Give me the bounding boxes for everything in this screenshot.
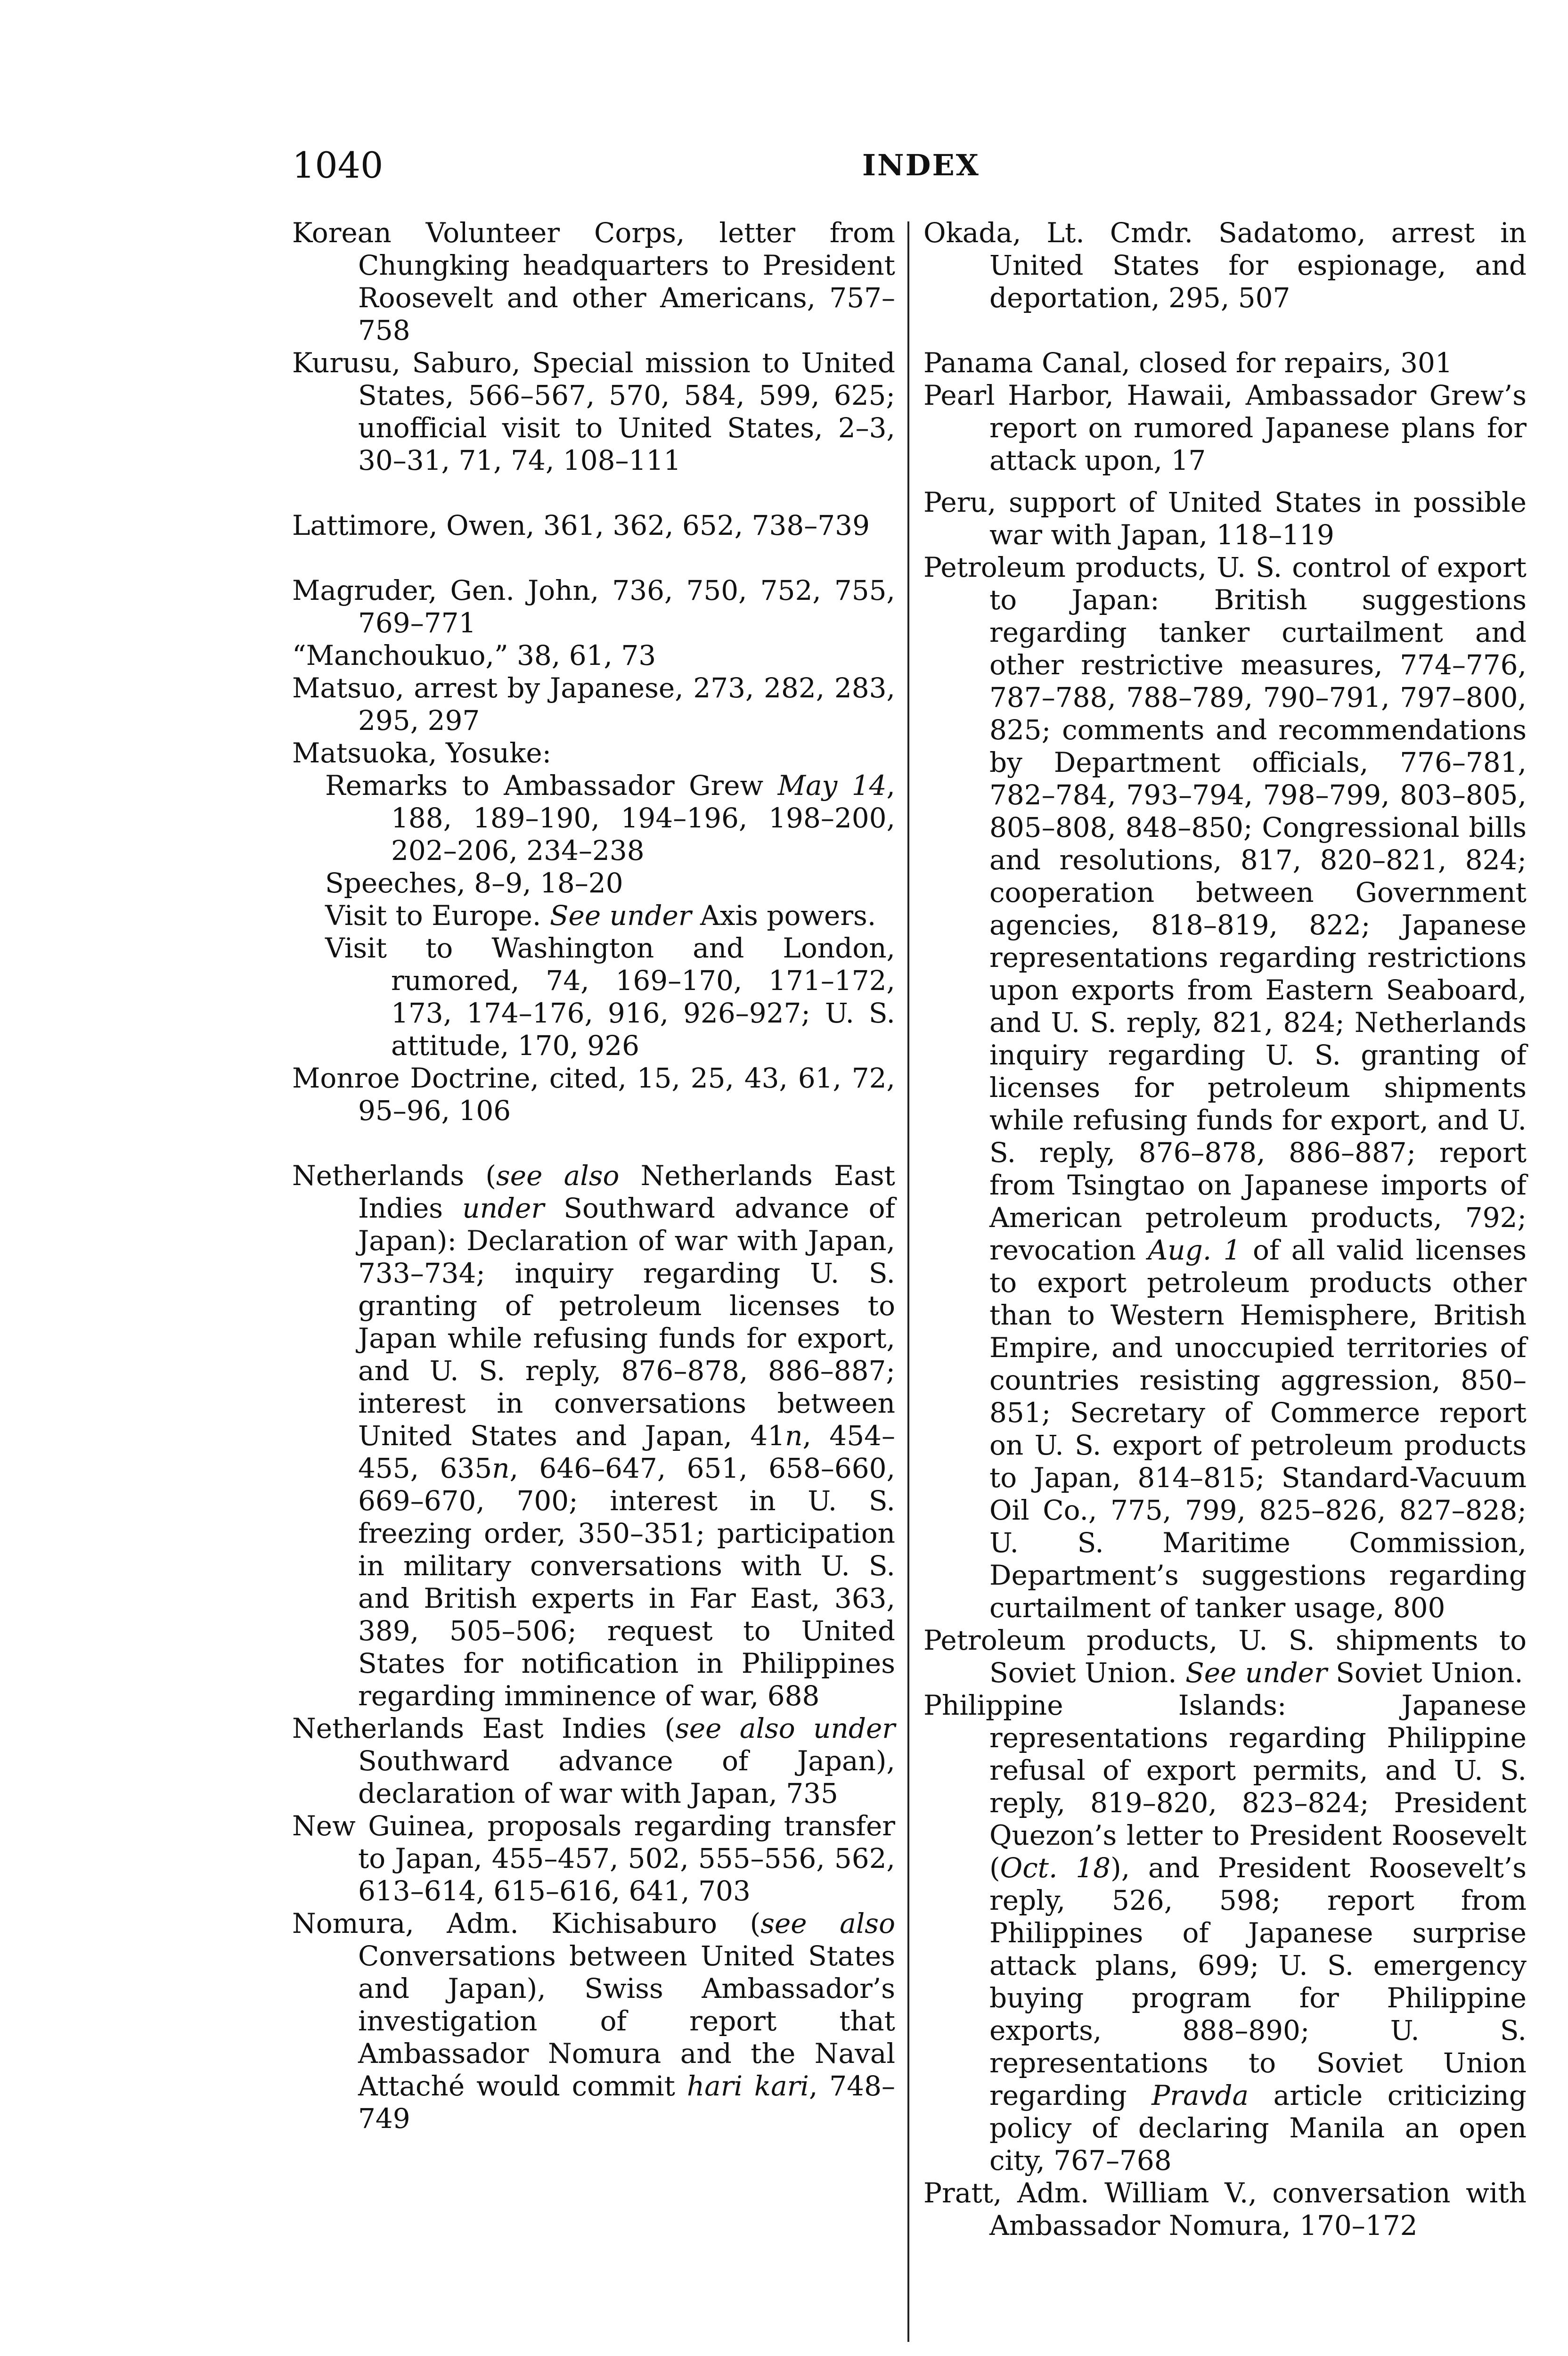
left-column xyxy=(292,217,895,2135)
index-entry-netherlands-east-indies: Netherlands East Indies (see also under Southward advance of Japan), declaration of war with Japan, 735 xyxy=(292,1712,895,1809)
index-entry-netherlands: Netherlands (see also Netherlands East Indies under Southward advance of Japan): Declaration of war with Japan, 733–734; inquiry regarding U. S. granting of petroleum licenses to Japan while refusing funds for export, and U. S. reply, 876–878, 886–887; interest in conversations between United States and Japan, 41n, 454–455, 635n, 646–647, 651, 658–660, 669–670, 700; interest in U. S. freezing order, 350–351; participation in military conversations with U. S. and British experts in Far East, 363, 389, 505–506; request to United States for notification in Philippines regarding imminence of war, 688 xyxy=(292,1160,896,1712)
index-entry-philippine-islands: Philippine Islands: Japanese representations regarding Philippine refusal of export permits, and U. S. reply, 819–820, 823–824; President Quezon’s letter to President Roosevelt (Oct. 18), and President Roosevelt’s reply, 526, 598; report from Philippines of Japanese surprise attack plans, 699; U. S. emergency buying program for Philippine exports, 888–890; U. S. representations to Soviet Union regarding Pravda article criticizing policy of declaring Manila an open city, 767–768 xyxy=(923,1689,1527,2176)
index-subentry-matsuoka-visit-washington: Visit to Washington and London, rumored, 74, 169–170, 171–172, 173, 174–176, 916, 926–927; U. S. attitude, 170, 926 xyxy=(325,932,895,1062)
index-entry-nomura: Nomura, Adm. Kichisaburo (see also Conversations between United States and Japan), Swiss Ambassador’s investigation of report that Ambassador Nomura and the Naval Attaché would commit hari kari, 748–749 xyxy=(292,1907,895,2135)
running-title: INDEX xyxy=(862,148,980,182)
page-number: 1040 xyxy=(292,144,384,186)
column-divider xyxy=(907,221,909,2342)
index-entry-kurusu: Kurusu, Saburo, Special mission to United States, 566–567, 570, 584, 599, 625; unofficial visit to United States, 2–3, 30–31, 71, 74, 108–111 xyxy=(292,347,895,476)
index-entry-lattimore: Lattimore, Owen, 361, 362, 652, 738–739 xyxy=(292,509,870,541)
index-entry-korean-volunteer-corps: Korean Volunteer Corps, letter from Chungking headquarters to President Roosevelt and other Americans, 757–758 xyxy=(292,217,895,346)
index-entry-petroleum-export-japan: Petroleum products, U. S. control of export to Japan: British suggestions regarding tanker curtailment and other restrictive measures, 774–776, 787–788, 788–789, 790–791, 797–800, 825; comments and recommendations by Department officials, 776–781, 782–784, 793–794, 798–799, 803–805, 805–808, 848–850; Congressional bills and resolutions, 817, 820–821, 824; cooperation between Government agencies, 818–819, 822; Japanese representations regarding restrictions upon exports from Eastern Seaboard, and U. S. reply, 821, 824; Netherlands inquiry regarding U. S. granting of licenses for petroleum shipments while refusing funds for export, and U. S. reply, 876–878, 886–887; report from Tsingtao on Japanese imports of American petroleum products, 792; revocation Aug. 1 of all valid licenses to export petroleum products other than to Western Hemisphere, British Empire, and unoccupied territories of countries resisting aggression, 850–851; Secretary of Commerce report on U. S. export of petroleum products to Japan, 814–815; Standard-Vacuum Oil Co., 775, 799, 825–826, 827–828; U. S. Maritime Commission, Department’s suggestions regarding curtailment of tanker usage, 800 xyxy=(923,551,1527,1624)
index-entry-petroleum-soviet-union: Petroleum products, U. S. shipments to Soviet Union. See under Soviet Union. xyxy=(923,1624,1527,1689)
index-entry-manchoukuo: “Manchoukuo,” 38, 61, 73 xyxy=(292,639,656,671)
index-entry-new-guinea: New Guinea, proposals regarding transfer to Japan, 455–457, 502, 555–556, 562, 613–614, 615–616, 641, 703 xyxy=(292,1810,895,1907)
index-entry-matsuoka: Matsuoka, Yosuke: xyxy=(292,737,552,769)
index-subentry-matsuoka-remarks: Remarks to Ambassador Grew May 14, 188, 189–190, 194–196, 198–200, 202–206, 234–238 xyxy=(325,769,895,867)
index-entry-panama-canal: Panama Canal, closed for repairs, 301 xyxy=(923,347,1453,379)
index-entry-magruder: Magruder, Gen. John, 736, 750, 752, 755, 769–771 xyxy=(292,574,895,639)
index-entry-peru: Peru, support of United States in possible war with Japan, 118–119 xyxy=(923,486,1527,551)
running-head xyxy=(292,139,1555,191)
index-entry-pratt: Pratt, Adm. William V., conversation with Ambassador Nomura, 170–172 xyxy=(923,2177,1527,2241)
index-entry-pearl-harbor: Pearl Harbor, Hawaii, Ambassador Grew’s report on rumored Japanese plans for attack upon, 17 xyxy=(923,379,1527,476)
index-subentry-matsuoka-speeches: Speeches, 8–9, 18–20 xyxy=(325,867,623,899)
index-entry-matsuo: Matsuo, arrest by Japanese, 273, 282, 283, 295, 297 xyxy=(292,672,895,736)
index-entry-okada: Okada, Lt. Cmdr. Sadatomo, arrest in United States for espionage, and deportation, 295, 507 xyxy=(923,217,1527,314)
index-entry-monroe-doctrine: Monroe Doctrine, cited, 15, 25, 43, 61, 72, 95–96, 106 xyxy=(292,1062,895,1127)
index-subentry-matsuoka-visit-europe: Visit to Europe. See under Axis powers. xyxy=(325,900,876,932)
right-column xyxy=(923,217,1527,2242)
